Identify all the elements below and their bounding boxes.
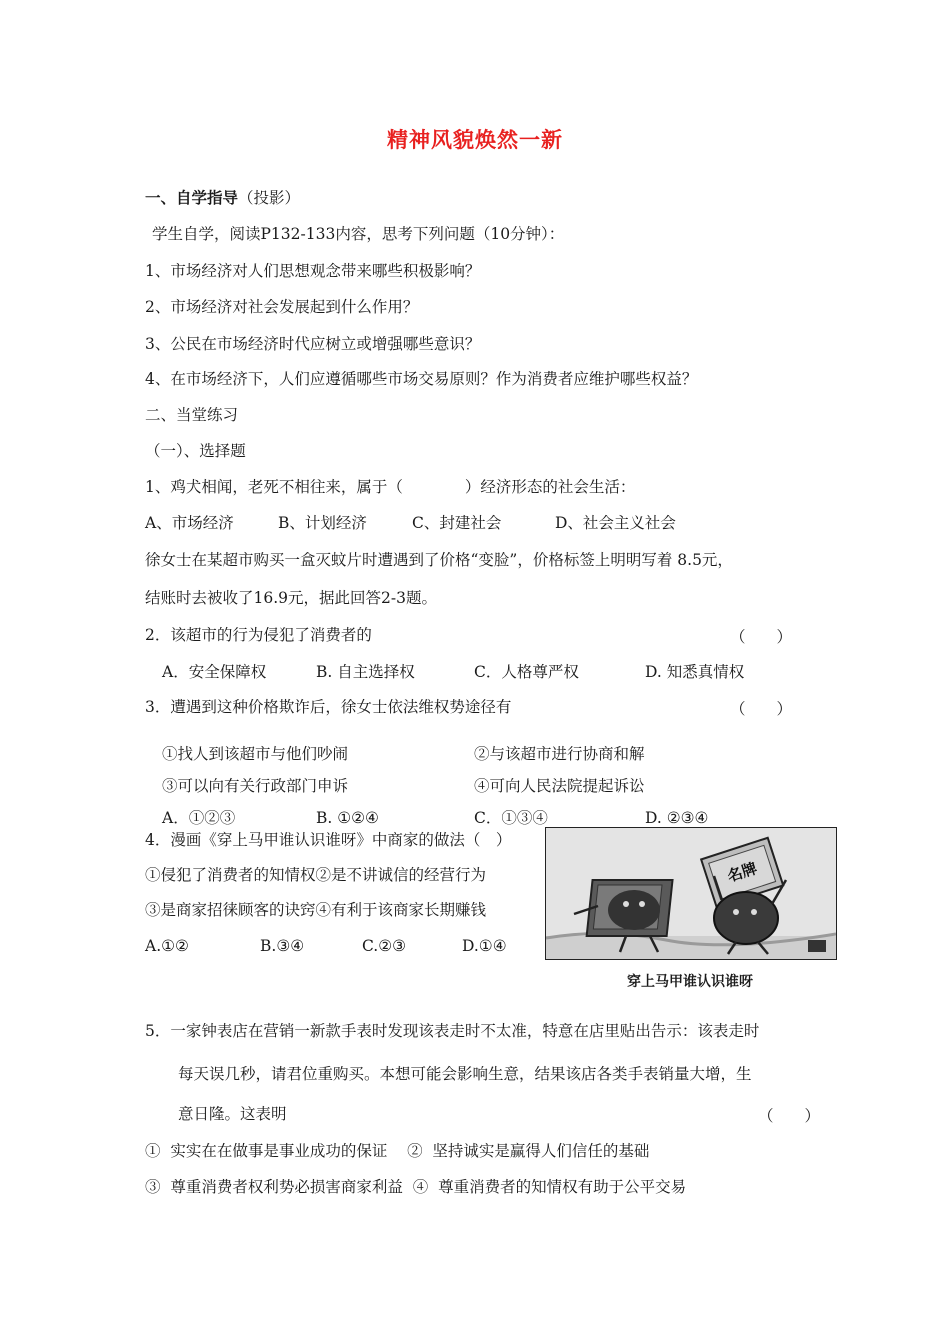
- q5-items-line-2: ③ 尊重消费者权利势必损害商家利益 ④ 尊重消费者的知情权有助于公平交易: [145, 1178, 687, 1196]
- q2-stem: 2．该超市的行为侵犯了消费者的: [145, 626, 372, 644]
- q5-stem-line-3: 意日隆。这表明: [178, 1105, 287, 1123]
- q5-answer-paren: （ ）: [758, 1107, 821, 1125]
- q4-option-d: D.①④: [462, 937, 507, 955]
- question-1: 1、市场经济对人们思想观念带来哪些积极影响？: [145, 262, 481, 280]
- q2-answer-paren: （ ）: [730, 628, 793, 646]
- question-2: 2、市场经济对社会发展起到什么作用？: [145, 298, 419, 316]
- q1-option-a: A、市场经济: [145, 514, 234, 532]
- cartoon-caption: 穿上马甲谁认识谁呀: [627, 974, 753, 990]
- q2-option-c: C．人格尊严权: [474, 663, 579, 681]
- q2-option-a: A．安全保障权: [162, 663, 267, 681]
- q2-option-b: B. 自主选择权: [316, 663, 415, 681]
- q3-item-3: ③可以向有关行政部门申诉: [162, 777, 349, 795]
- cartoon-illustration: [545, 827, 837, 960]
- q3-option-a: A．①②③: [162, 809, 236, 827]
- question-3: 3、公民在市场经济时代应树立或增强哪些意识？: [145, 335, 481, 353]
- q4-option-c: C.②③: [362, 937, 407, 955]
- q4-option-a: A.①②: [145, 937, 189, 955]
- q4-line-1: ①侵犯了消费者的知情权②是不讲诚信的经营行为: [145, 866, 487, 884]
- section2-heading: 二、当堂练习: [145, 406, 239, 424]
- q3-answer-paren: （ ）: [730, 700, 793, 718]
- section2-subheading: （一）、选择题: [145, 442, 246, 460]
- passage-line-2: 结账时去被收了16.9元，据此回答2-3题。: [145, 589, 437, 607]
- passage-line-1: 徐女士在某超市购买一盒灭蚊片时遭遇到了价格“变脸”，价格标签上明明写着 8.5元，: [145, 551, 733, 569]
- section1-intro: 学生自学，阅读P132-133内容，思考下列问题（10分钟）：: [152, 225, 565, 243]
- q3-stem: 3．遭遇到这种价格欺诈后，徐女士依法维权势途径有: [145, 698, 512, 716]
- q3-item-1: ①找人到该超市与他们吵闹: [162, 745, 349, 763]
- q1-option-d: D、社会主义社会: [555, 514, 676, 532]
- q1-option-b: B、计划经济: [278, 514, 367, 532]
- section1-heading: 一、自学指导: [145, 189, 239, 207]
- section1-heading-line: [145, 188, 300, 208]
- q1-stem: 1、鸡犬相闻，老死不相往来，属于（ ）经济形态的社会生活：: [145, 478, 636, 496]
- question-4: 4、在市场经济下，人们应遵循哪些市场交易原则？作为消费者应维护哪些权益？: [145, 370, 698, 388]
- page-title: 精神风貌焕然一新: [387, 128, 563, 152]
- q3-option-d: D. ②③④: [645, 809, 709, 827]
- q5-stem-line-2: 每天误几秒，请君位重购买。本想可能会影响生意，结果该店各类手表销量大增，生: [178, 1065, 752, 1083]
- q1-option-c: C、封建社会: [412, 514, 502, 532]
- q3-item-4: ④可向人民法院提起诉讼: [474, 777, 645, 795]
- section1-heading-note: （投影）: [238, 189, 301, 207]
- cartoon-sign: 名牌: [725, 859, 760, 886]
- q5-stem-line-1: 5．一家钟表店在营销一新款手表时发现该表走时不太准，特意在店里贴出告示：该表走时: [145, 1022, 760, 1040]
- q4-option-b: B.③④: [260, 937, 305, 955]
- q4-stem: 4．漫画《穿上马甲谁认识谁呀》中商家的做法（ ）: [145, 831, 512, 849]
- q3-option-c: C．①③④: [474, 809, 548, 827]
- q4-line-2: ③是商家招徕顾客的诀窍④有利于该商家长期赚钱: [145, 901, 487, 919]
- q3-item-2: ②与该超市进行协商和解: [474, 745, 645, 763]
- q5-items-line-1: ① 实实在在做事是事业成功的保证 ② 坚持诚实是赢得人们信任的基础: [145, 1142, 650, 1160]
- q2-option-d: D. 知悉真情权: [645, 663, 745, 681]
- q3-option-b: B. ①②④: [316, 809, 379, 827]
- cartoon-drawing: [546, 828, 836, 959]
